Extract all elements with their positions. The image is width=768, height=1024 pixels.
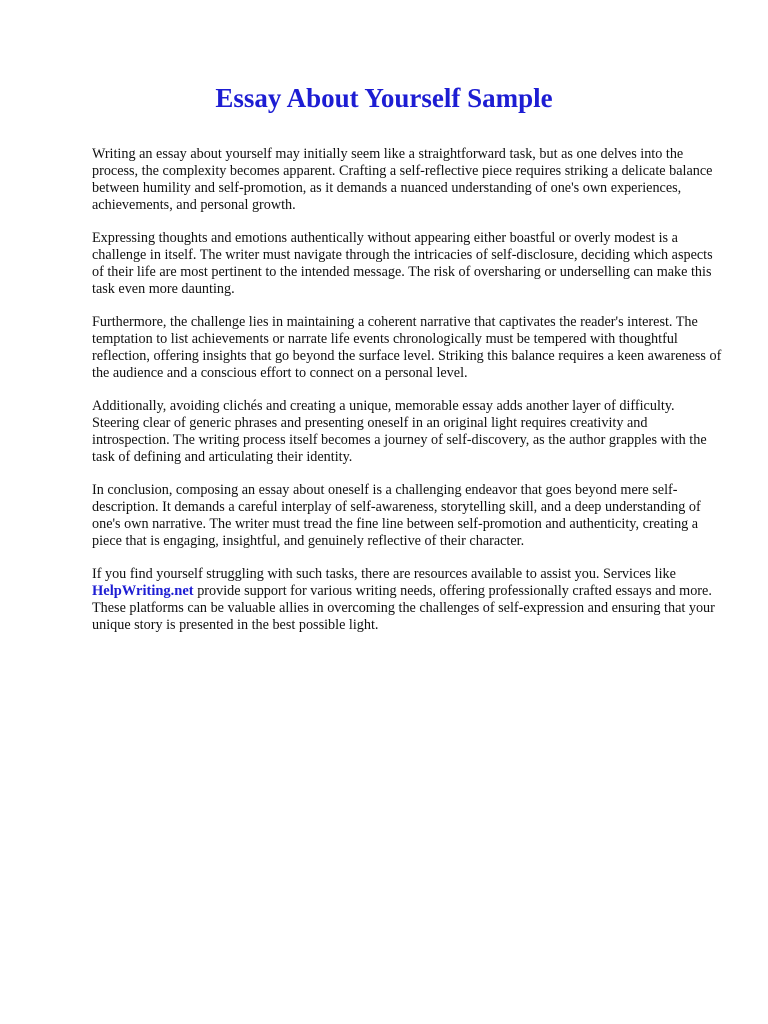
paragraph-1: Writing an essay about yourself may initially seem like a straightforward task, but as one delves into the process, the complexity becomes apparent. Crafting a self-reflective piece requires striking a delicate balance between humility and self-promotion, as it demands a nuanced understanding of one's own experiences, achievements, and personal growth. (92, 146, 713, 213)
paragraph-6-after-link: provide support for various writing needs, offering professionally crafted essays and more. These platforms can be valuable allies in overcoming the challenges of self-expression and ensuring that your unique story is presented in the best possible light. (92, 583, 715, 633)
paragraph-5: In conclusion, composing an essay about oneself is a challenging endeavor that goes beyond mere self-description. It demands a careful interplay of self-awareness, storytelling skill, and a deep understanding of one's own narrative. The writer must tread the fine line between self-promotion and authenticity, creating a piece that is engaging, insightful, and genuinely reflective of their character. (92, 482, 701, 549)
helpwriting-link[interactable]: HelpWriting.net (92, 583, 194, 599)
page-title: Essay About Yourself Sample (215, 83, 553, 113)
essay-body (92, 146, 724, 650)
paragraph-6 (92, 566, 724, 634)
paragraph-2: Expressing thoughts and emotions authentically without appearing either boastful or overly modest is a challenge in itself. The writer must navigate through the intricacies of self-disclosure, deciding which aspects of their life are most pertinent to the intended message. The risk of oversharing or underselling can make this task even more daunting. (92, 230, 713, 297)
paragraph-6-before-link: If you find yourself struggling with such tasks, there are resources available to assist you. Services like (92, 566, 676, 582)
paragraph-4: Additionally, avoiding clichés and creating a unique, memorable essay adds another layer of difficulty. Steering clear of generic phrases and presenting oneself in an original light requires creativity and introspection. The writing process itself becomes a journey of self-discovery, as the author grapples with the task of defining and articulating their identity. (92, 398, 707, 465)
paragraph-3: Furthermore, the challenge lies in maintaining a coherent narrative that captivates the reader's interest. The temptation to list achievements or narrate life events chronologically must be tempered with thoughtful reflection, offering insights that go beyond the surface level. Striking this balance requires a keen awareness of the audience and a conscious effort to connect on a personal level. (92, 314, 722, 381)
